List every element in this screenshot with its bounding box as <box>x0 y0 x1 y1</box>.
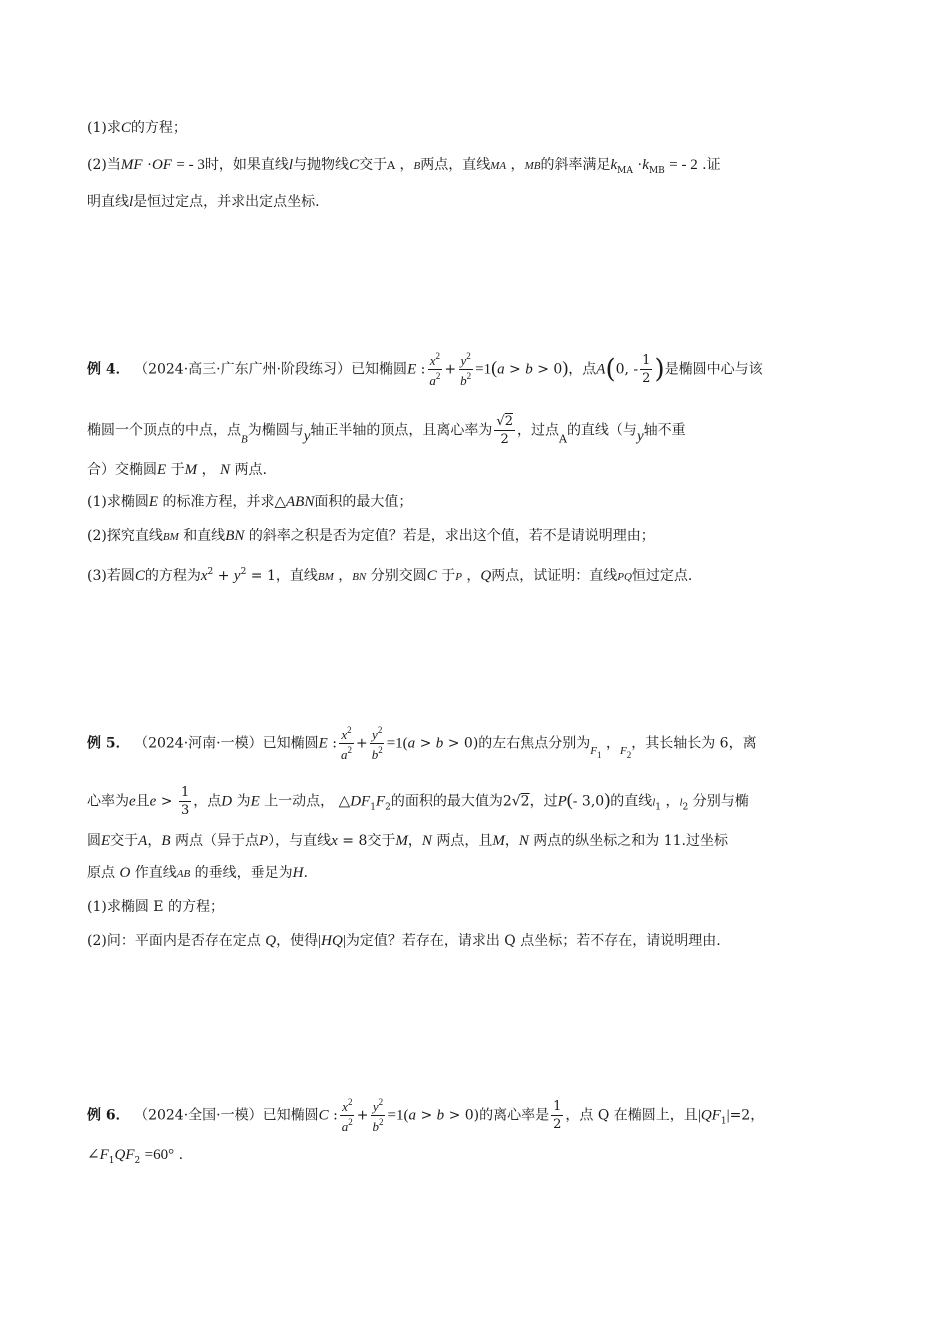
example4-line1: 例 4． （2024·高三·广东广州·阶段练习）已知椭圆E : $\frac{x^2}{a^2}$ + $\frac{y^2}{b^2}$ =1(a > b > 0)，点A(0, - $\frac{1}{2}$ )是椭圆中心与该 <box>87 351 763 388</box>
example5-q1: (1)求椭圆 E 的方程； <box>87 899 224 915</box>
example5-line4: 原点 O 作直线AB 的垂线，垂足为H. <box>87 865 308 881</box>
example4-q1: (1)求椭圆E 的标准方程，并求△ABN面积的最大值； <box>87 494 413 510</box>
p3-part2-line2: 明直线l是恒过定点，并求出定点坐标. <box>87 194 320 210</box>
example4-q2: (2)探究直线BM 和直线BN 的斜率之积是否为定值？若是，求出这个值，若不是请说明理由； <box>87 528 655 544</box>
example6-line1: 例 6． （2024·全国·一模）已知椭圆C : $\frac{x^2}{a^2}$ + $\frac{y^2}{b^2}$ =1(a > b > 0)的离心率是 $\frac{1}{2}$ ，点 Q 在椭圆上，且$|QF_1|=2$， <box>87 1097 765 1134</box>
p3-part2-line1: (2)当MF ·OF = - 3时，如果直线l与抛物线C交于A ，B两点，直线MA ，MB的斜率满足$k_{MA} \cdot k_{MB}$ = - 2 .证 <box>87 157 721 176</box>
example5-line3: 圆E交于A，B 两点（异于点P），与直线x = 8交于M，N 两点，且M，N 两点的纵坐标之和为 11.过坐标 <box>87 833 729 849</box>
example5-line2: 心率为e且e > $\frac{1}{3}$ ，点D 为E 上一动点， $\triangle DF_1F_2$的面积的最大值为2√2，过P(- 3,0)的直线$l_1$ ，$l_2$ 分别与椭 <box>87 785 749 818</box>
example4-line2: 椭圆一个顶点的中点，点$_B$为椭圆与y轴正半轴的顶点，且离心率为 $\frac{√2}{2}$ ，过点$_A$的直线（与y轴不重 <box>87 414 686 447</box>
example6-line2: $\angle F_1QF_2 =60^\circ$ . <box>87 1147 184 1166</box>
example5-q2: (2)问：平面内是否存在定点 Q，使得|HQ|为定值？若存在，请求出 Q 点坐标；若不存在，请说明理由. <box>87 933 721 949</box>
p3-part1: (1)求C的方程； <box>87 120 187 136</box>
example4-q3: (3)若圆C的方程为$x^2 + y^2 = 1$，直线BM ，BN 分别交圆C 于P ，Q两点，试证明：直线PQ恒过定点. <box>87 567 693 584</box>
example5-line1: 例 5． （2024·河南·一模）已知椭圆E : $\frac{x^2}{a^2}$ + $\frac{y^2}{b^2}$ =1(a > b > 0)的左右焦点分别为$_{F_1}$ ，$_{F_2}$，其长轴长为 6，离 <box>87 725 757 762</box>
example4-line3: 合）交椭圆E 于M ， N 两点. <box>87 462 267 478</box>
